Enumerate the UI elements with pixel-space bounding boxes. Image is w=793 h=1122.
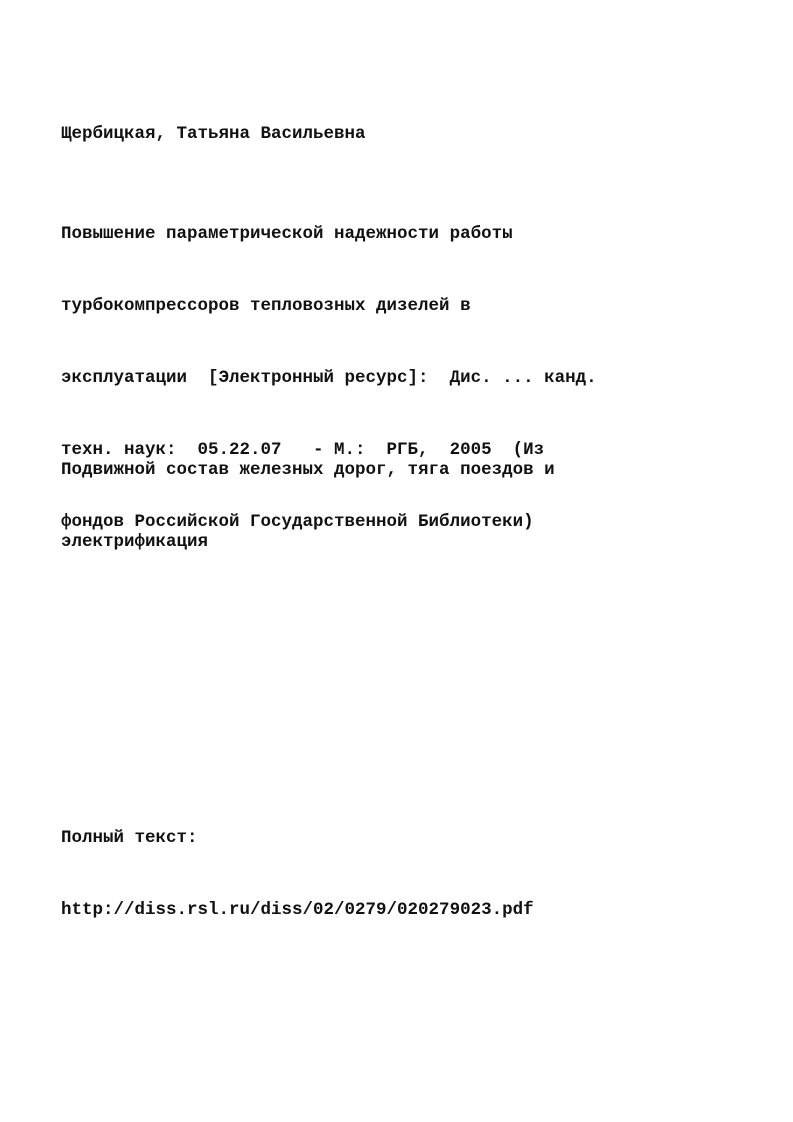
- description-line: фондов Российской Государственной Библиотеки): [61, 512, 534, 532]
- author-name: Щербицкая, Татьяна Васильевна: [61, 124, 366, 144]
- description-line: турбокомпрессоров тепловозных дизелей в: [61, 296, 471, 316]
- description-line: техн. наук: 05.22.07 - М.: РГБ, 2005 (Из: [61, 440, 545, 460]
- fulltext-url[interactable]: http://diss.rsl.ru/diss/02/0279/020279023.pdf: [61, 900, 534, 920]
- fulltext-label: Полный текст:: [61, 828, 198, 848]
- fulltext-section: [61, 778, 534, 970]
- description-line: Повышение параметрической надежности работы: [61, 224, 513, 244]
- subject-line: Подвижной состав железных дорог, тяга поездов и: [61, 460, 555, 480]
- description-line: эксплуатации [Электронный ресурс]: Дис. ... канд.: [61, 368, 597, 388]
- subject-heading: [61, 410, 555, 602]
- subject-line: электрификация: [61, 532, 209, 552]
